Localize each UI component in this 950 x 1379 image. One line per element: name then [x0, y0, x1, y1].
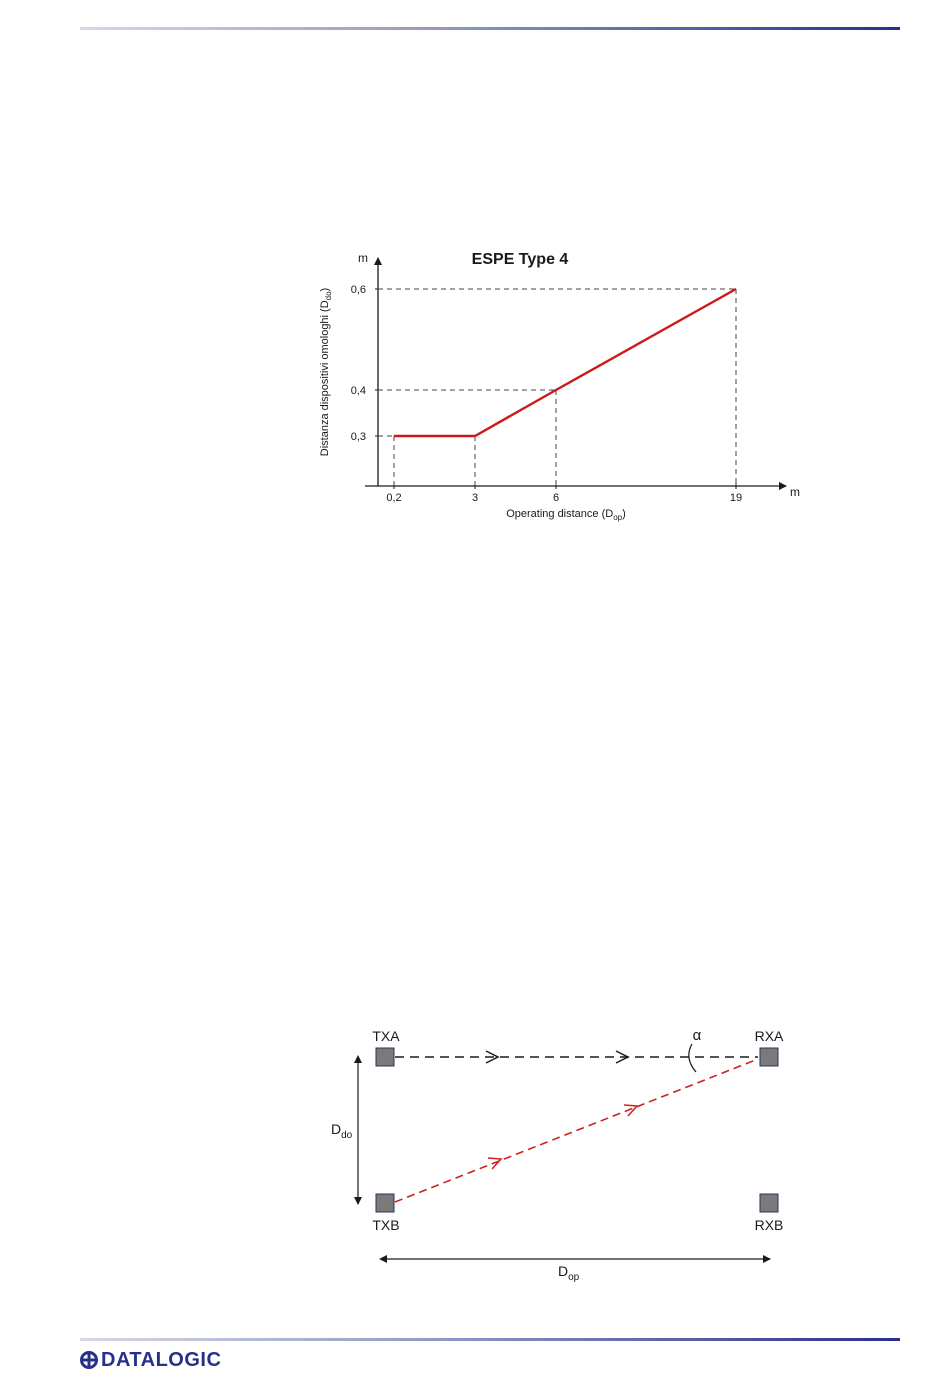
x-tick-label: 6: [552, 492, 560, 504]
x-axis-label: Operating distance $(D_{op})$: [506, 508, 626, 522]
rx-a-device: [760, 1048, 778, 1066]
tx-a-label: TXA: [372, 1028, 400, 1044]
y-tick-label: 0,4: [350, 385, 366, 397]
angle-label: α: [692, 1027, 702, 1044]
rx-b-label: RXB: [754, 1217, 784, 1233]
tx-a-device: [376, 1048, 394, 1066]
dop-label: $D_{op}$: [558, 1263, 580, 1283]
angle-arc: [689, 1044, 696, 1072]
y-tick-label: 0,6: [350, 284, 366, 296]
y-axis-label: Distanza dispositivi omologhi $(D_{do})$: [319, 287, 333, 457]
x-tick-label: 3: [471, 492, 479, 504]
tx-b-device: [376, 1194, 394, 1212]
rx-a-label: RXA: [754, 1028, 784, 1044]
tx-b-label: TXB: [372, 1217, 400, 1233]
rx-b-device: [760, 1194, 778, 1212]
y-unit: m: [358, 251, 368, 265]
brand-name: DATALOGIC: [101, 1348, 222, 1371]
chart-title: ESPE Type 4: [471, 251, 569, 268]
beam-txb-rxa: [395, 1059, 758, 1202]
x-unit: m: [790, 485, 800, 499]
x-tick-label: 0,2: [386, 492, 402, 504]
ddo-label: $D_{do}$: [331, 1121, 353, 1141]
datalogic-logo: [80, 1347, 221, 1373]
footer-rule: [80, 1338, 900, 1341]
datalogic-mark-icon: [80, 1351, 98, 1369]
x-tick-label: 19: [729, 492, 743, 504]
y-tick-label: 0,3: [350, 431, 366, 443]
